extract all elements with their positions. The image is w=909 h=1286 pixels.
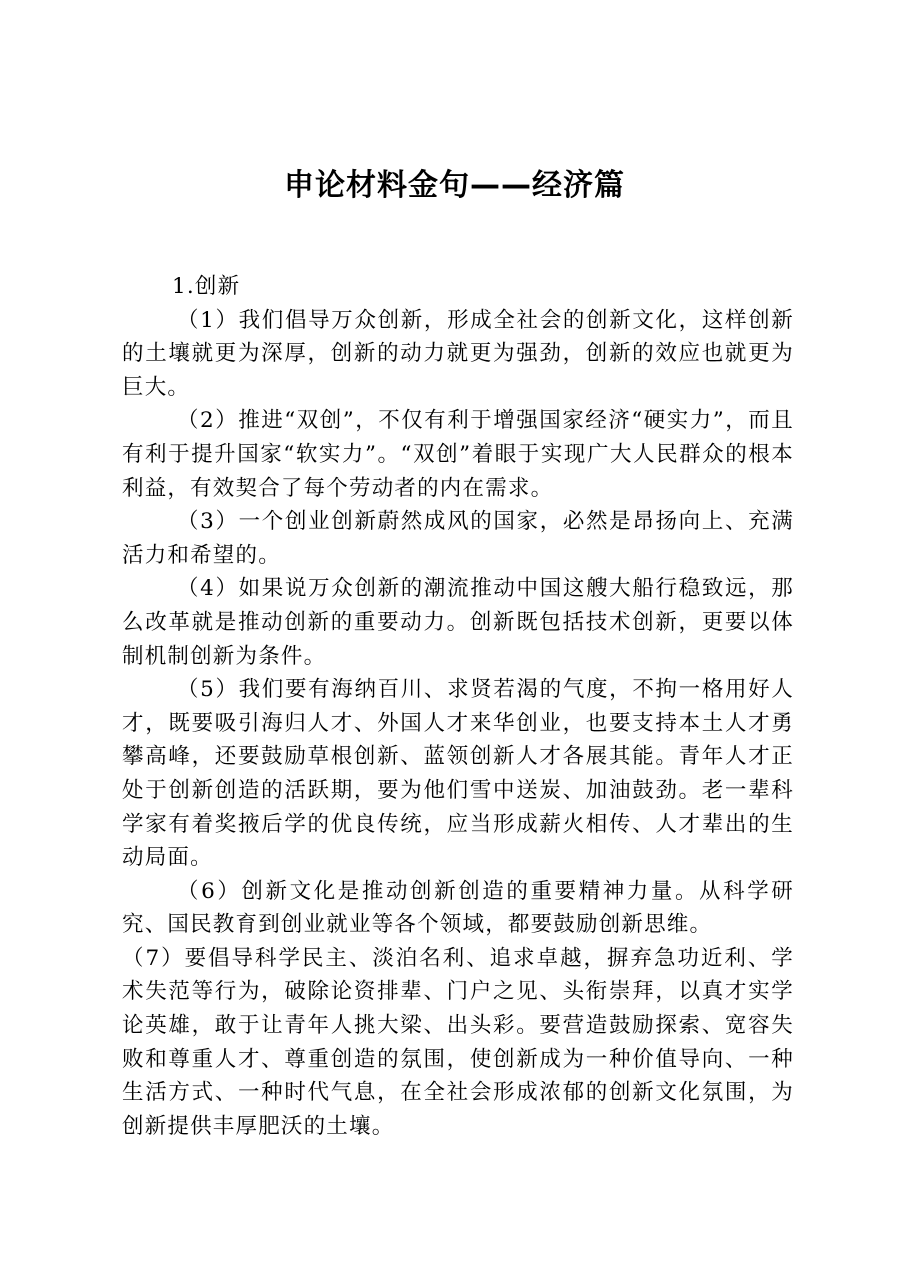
paragraph-4: （4）如果说万众创新的潮流推动中国这艘大船行稳致远，那么改革就是推动创新的重要动力。创新既包括技术创新，更要以体制机制创新为条件。: [122, 576, 794, 669]
document-title: 申论材料金句——经济篇: [284, 168, 625, 203]
paragraph-3: （3）一个创业创新蔚然成风的国家，必然是昂扬向上、充满活力和希望的。: [122, 509, 794, 568]
document-body: [122, 270, 794, 1143]
paragraph-5: （5）我们要有海纳百川、求贤若渴的气度，不拘一格用好人才，既要吸引海归人才、外国人才来华创业，也要支持本土人才勇攀高峰，还要鼓励草根创新、蓝领创新人才各展其能。青年人才正处于创新创造的活跃期，要为他们雪中送炭、加油鼓劲。老一辈科学家有着奖掖后学的优良传统，应当形成薪火相传、人才辈出的生动局面。: [122, 677, 794, 871]
paragraph-6: （6）创新文化是推动创新创造的重要精神力量。从科学研究、国民教育到创业就业等各个领域，都要鼓励创新思维。: [122, 878, 794, 938]
paragraph-1: （1）我们倡导万众创新，形成全社会的创新文化，这样创新的土壤就更为深厚，创新的动力就更为强劲，创新的效应也就更为巨大。: [122, 307, 794, 400]
paragraph-7: （7）要倡导科学民主、淡泊名利、追求卓越，摒弃急功近利、学术失范等行为，破除论资排辈、门户之见、头衔崇拜，以真才实学论英雄，敢于让青年人挑大梁、出头彩。要营造鼓励探索、宽容失败和尊重人才、尊重创造的氛围，使创新成为一种价值导向、一种生活方式、一种时代气息，在全社会形成浓郁的创新文化氛围，为创新提供丰厚肥沃的土壤。: [122, 945, 794, 1139]
paragraph-2: （2）推进“双创”，不仅有利于增强国家经济“硬实力”，而且有利于提升国家“软实力”。“双创”着眼于实现广大人民群众的根本利益，有效契合了每个劳动者的内在需求。: [122, 408, 794, 501]
section-heading: 1.创新: [172, 274, 241, 299]
